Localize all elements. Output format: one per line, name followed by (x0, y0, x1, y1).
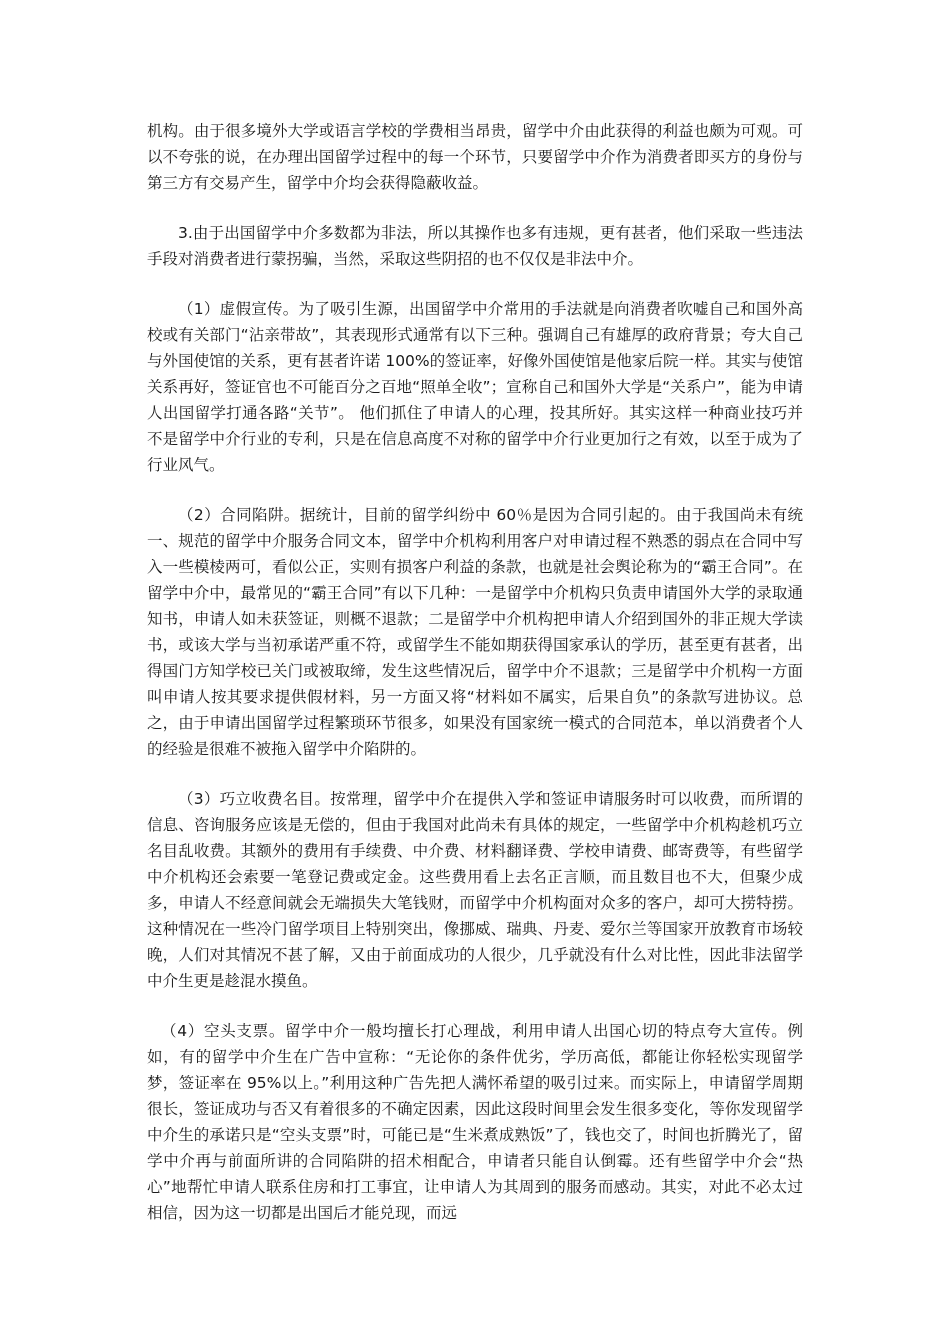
paragraph-fee-items: （3）巧立收费名目。按常理，留学中介在提供入学和签证申请服务时可以收费，而所谓的信息、咨询服务应该是无偿的，但由于我国对此尚未有具体的规定，一些留学中介机构趁机巧立名目乱收费。其额外的费用有手续费、中介费、材料翻译费、学校申请费、邮寄费等，有些留学中介机构还会索要一笔登记费或定金。这些费用看上去名正言顺，而且数目也不大，但聚少成多，申请人不经意间就会无端损失大笔钱财，而留学中介机构面对众多的客户，却可大捞特捞。这种情况在一些冷门留学项目上特别突出，像挪威、瑞典、丹麦、爱尔兰等国家开放教育市场较晚，人们对其情况不甚了解，又由于前面成功的人很少，几乎就没有什么对比性，因此非法留学中介生更是趁混水摸鱼。 (147, 790, 803, 990)
document-body (147, 118, 803, 1250)
paragraph-empty-promises: （4）空头支票。留学中介一般均擅长打心理战，利用申请人出国心切的特点夸大宣传。例如，有的留学中介生在广告中宣称：“无论你的条件优劣，学历高低，都能让你轻松实现留学梦，签证率在 95%以上。”利用这种广告先把人满怀希望的吸引过来。而实际上，申请留学周期很长，签证成功与否又有着很多的不确定因素，因此这段时间里会发生很多变化，等你发现留学中介生的承诺只是“空头支票”时，可能已是“生米煮成熟饭”了，钱也交了，时间也折腾光了，留学中介再与前面所讲的合同陷阱的招术相配合，申请者只能自认倒霉。还有些留学中介会“热心”地帮忙申请人联系住房和打工事宜，让申请人为其周到的服务而感动。其实，对此不必太过相信，因为这一切都是出国后才能兑现，而远 (147, 1022, 803, 1222)
paragraph-contract-trap: （2）合同陷阱。据统计，目前的留学纠纷中 60％是因为合同引起的。由于我国尚未有统一、规范的留学中介服务合同文本，留学中介机构利用客户对申请过程不熟悉的弱点在合同中写入一些模棱两可，看似公正，实则有损客户利益的条款，也就是社会舆论称为的“霸王合同”。在留学中介中，最常见的“霸王合同”有以下几种：一是留学中介机构只负责申请国外大学的录取通知书，申请人如未获签证，则概不退款；二是留学中介机构把申请人介绍到国外的非正规大学读书，或该大学与当初承诺严重不符，或留学生不能如期获得国家承认的学历，甚至更有甚者，出得国门方知学校已关门或被取缔，发生这些情况后，留学中介不退款；三是留学中介机构一方面叫申请人按其要求提供假材料，另一方面又将“材料如不属实，后果自负”的条款写进协议。总之，由于申请出国留学过程繁琐环节很多，如果没有国家统一模式的合同范本，单以消费者个人的经验是很难不被拖入留学中介陷阱的。 (147, 506, 803, 758)
paragraph-false-advertising: （1）虚假宣传。为了吸引生源，出国留学中介常用的手法就是向消费者吹嘘自己和国外高校或有关部门“沾亲带故”，其表现形式通常有以下三种。强调自己有雄厚的政府背景；夸大自己与外国使馆的关系，更有甚者许诺 100%的签证率，好像外国使馆是他家后院一样。其实与使馆关系再好，签证官也不可能百分之百地“照单全收”；宣称自己和国外大学是“关系户”，能为申请人出国留学打通各路“关节”。 他们抓住了申请人的心理，投其所好。其实这样一种商业技巧并不是留学中介行业的专利，只是在信息高度不对称的留学中介行业更加行之有效，以至于成为了行业风气。 (147, 300, 803, 474)
paragraph-point-3: 3.由于出国留学中介多数都为非法，所以其操作也多有违规，更有甚者，他们采取一些违法手段对消费者进行蒙拐骗，当然，采取这些阴招的也不仅仅是非法中介。 (147, 224, 803, 268)
paragraph-intro-continuation: 机构。由于很多境外大学或语言学校的学费相当昂贵，留学中介由此获得的利益也颇为可观。可以不夸张的说，在办理出国留学过程中的每一个环节，只要留学中介作为消费者即买方的身份与第三方有交易产生，留学中介均会获得隐蔽收益。 (147, 122, 803, 192)
